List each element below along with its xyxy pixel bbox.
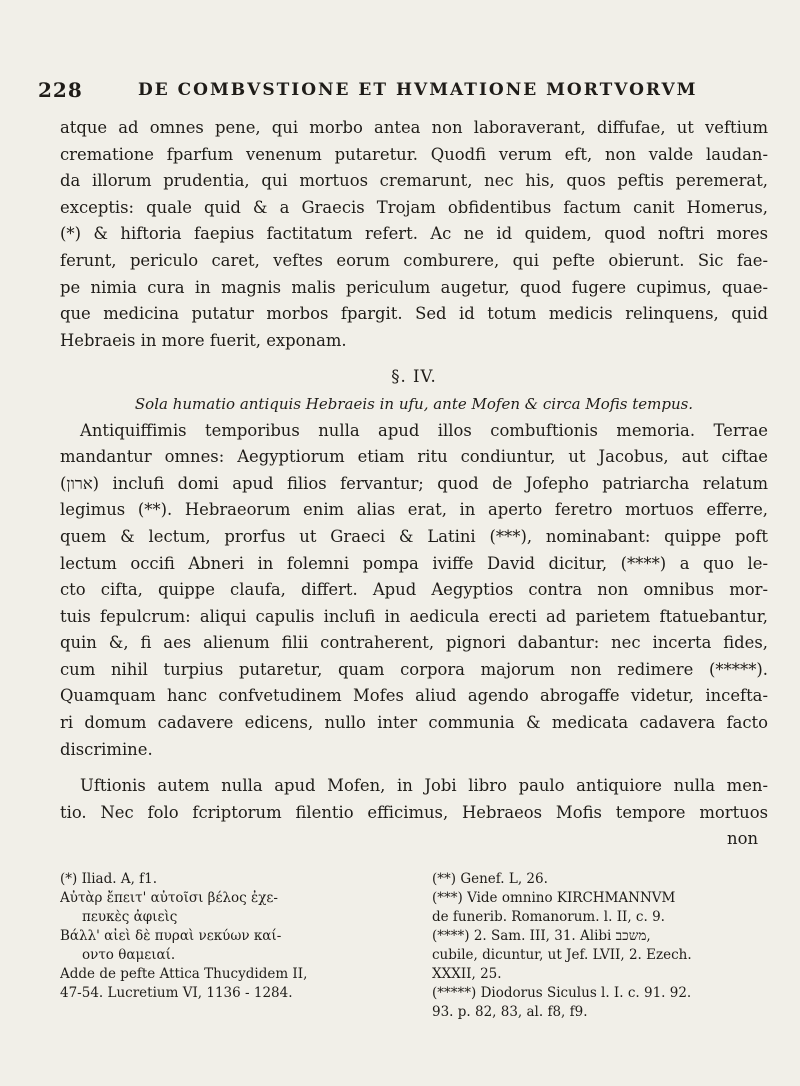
- footnote-line: (*) Iliad. A, f1.: [60, 871, 158, 887]
- running-title: DE COMBVSTIONE ET HVMATIONE MORTVORVM: [138, 80, 698, 100]
- page-header: [38, 78, 770, 108]
- footnote-line: de funerib. Romanorum. l. II, c. 9.: [432, 909, 665, 925]
- text-line: que medicina putatur morbos fpargit. Sed id totum medicis relinquens, quid: [60, 304, 768, 324]
- footnote-line: (***) Vide omnino KIRCHMANNVM: [432, 890, 676, 906]
- text-line: (*) & hiftoria faepius factitatum refert. Ac ne id quidem, quod noftri mores: [60, 224, 768, 244]
- footnote-line: cubile, dicuntur, ut Jef. LVII, 2. Ezech.: [432, 947, 692, 963]
- text-line: pe nimia cura in magnis malis periculum augetur, quod fugere cupimus, quae-: [60, 277, 768, 297]
- text-line: lectum occifi Abneri in folemni pompa iviffe David dicitur, (****) a quo le-: [60, 553, 768, 573]
- text-line: cum nihil turpius putaretur, quam corpora majorum non redimere (*****).: [60, 659, 768, 679]
- catchword: non: [727, 829, 758, 849]
- text-line: Uftionis autem nulla apud Mofen, in Jobi libro paulo antiquiore nulla men-: [80, 776, 768, 796]
- text-line: discrimine.: [60, 739, 153, 759]
- footnote-line: XXXII, 25.: [432, 966, 502, 982]
- main-text: [60, 115, 768, 853]
- text-line: (ארון) inclufi domi apud filios fervantur; quod de Jofepho patriarcha relatum: [60, 473, 768, 493]
- text-line: tio. Nec folo fcriptorum filentio efficimus, Hebraeos Mofis tempore mortuos: [60, 802, 768, 822]
- footnotes-right-column: [432, 870, 768, 1022]
- text-line: tuis fepulcrum: aliqui capulis inclufi in aedicula erecti ad parietem ftatuebantur,: [60, 606, 768, 626]
- text-line: cto cifta, quippe claufa, differt. Apud Aegyptios contra non omnibus mor-: [60, 580, 768, 600]
- footnote-line: (*****) Diodorus Siculus l. I. c. 91. 92.: [432, 985, 692, 1001]
- text-line: mandantur omnes: Aegyptiorum etiam ritu condiuntur, ut Jacobus, aut ciftae: [60, 447, 768, 467]
- footnote-line: Βάλλ' αἰεὶ δὲ πυραὶ νεκύων καί-: [60, 928, 282, 944]
- footnote-line: πευκὲς ἀφιεὶς: [82, 909, 178, 925]
- page-number: 228: [38, 78, 83, 102]
- text-line: ri domum cadavere edicens, nullo inter communia & medicata cadavera facto: [60, 713, 768, 733]
- footnote-line: οντο θαμειαί.: [82, 947, 176, 963]
- text-line: Antiquiffimis temporibus nulla apud illos combuftionis memoria. Terrae: [80, 420, 768, 440]
- text-line: Quamquam hanc confvetudinem Mofes aliud agendo abrogaffe videtur, incefta-: [60, 686, 768, 706]
- text-line: ferunt, periculo caret, veftes eorum comburere, qui pefte obierunt. Sic fae-: [60, 250, 768, 270]
- text-line: quin &, fi aes alienum filii contraherent, pignori dabantur: nec incerta fides,: [60, 633, 768, 653]
- footnote-line: 93. p. 82, 83, al. f8, f9.: [432, 1004, 588, 1020]
- footnote-line: 47-54. Lucretium VI, 1136 - 1284.: [60, 985, 293, 1001]
- section-number: §. IV.: [391, 367, 437, 387]
- paragraph-ustion: [60, 773, 768, 853]
- footnotes: [60, 870, 768, 1080]
- text-line: da illorum prudentia, qui mortuos cremarunt, nec his, quos peftis peremerat,: [60, 171, 768, 191]
- text-line: Hebraeis in more fuerit, exponam.: [60, 330, 347, 350]
- footnote-line: (**) Genef. L, 26.: [432, 871, 548, 887]
- text-line: atque ad omnes pene, qui morbo antea non laboraverant, diffufae, ut veftium: [60, 118, 768, 137]
- paragraph-antiquity: [60, 418, 768, 764]
- footnote-line: (****) 2. Sam. III, 31. Alibi משכב,: [432, 928, 651, 944]
- text-line: legimus (**). Hebraeorum enim alias erat, in aperto feretro mortuos efferre,: [60, 500, 768, 520]
- text-line: crematione fparfum venenum putaretur. Quodfi verum eft, non valde laudan-: [60, 144, 768, 164]
- text-line: quem & lectum, prorfus ut Graeci & Latini (***), nominabant: quippe poft: [60, 526, 768, 546]
- footnotes-left-column: [60, 870, 400, 1003]
- footnote-line: Adde de pefte Attica Thucydidem II,: [60, 966, 308, 982]
- footnote-line: Αὐτὰρ ἔπειτ' αὐτοῖσι βέλος ἐχε-: [60, 890, 278, 906]
- opening-paragraph: [60, 115, 768, 354]
- text-line: exceptis: quale quid & a Graecis Trojam obfidentibus factum canit Homerus,: [60, 197, 768, 217]
- section-subtitle: Sola humatio antiquis Hebraeis in ufu, ante Mofen & circa Mofis tempus.: [134, 394, 694, 413]
